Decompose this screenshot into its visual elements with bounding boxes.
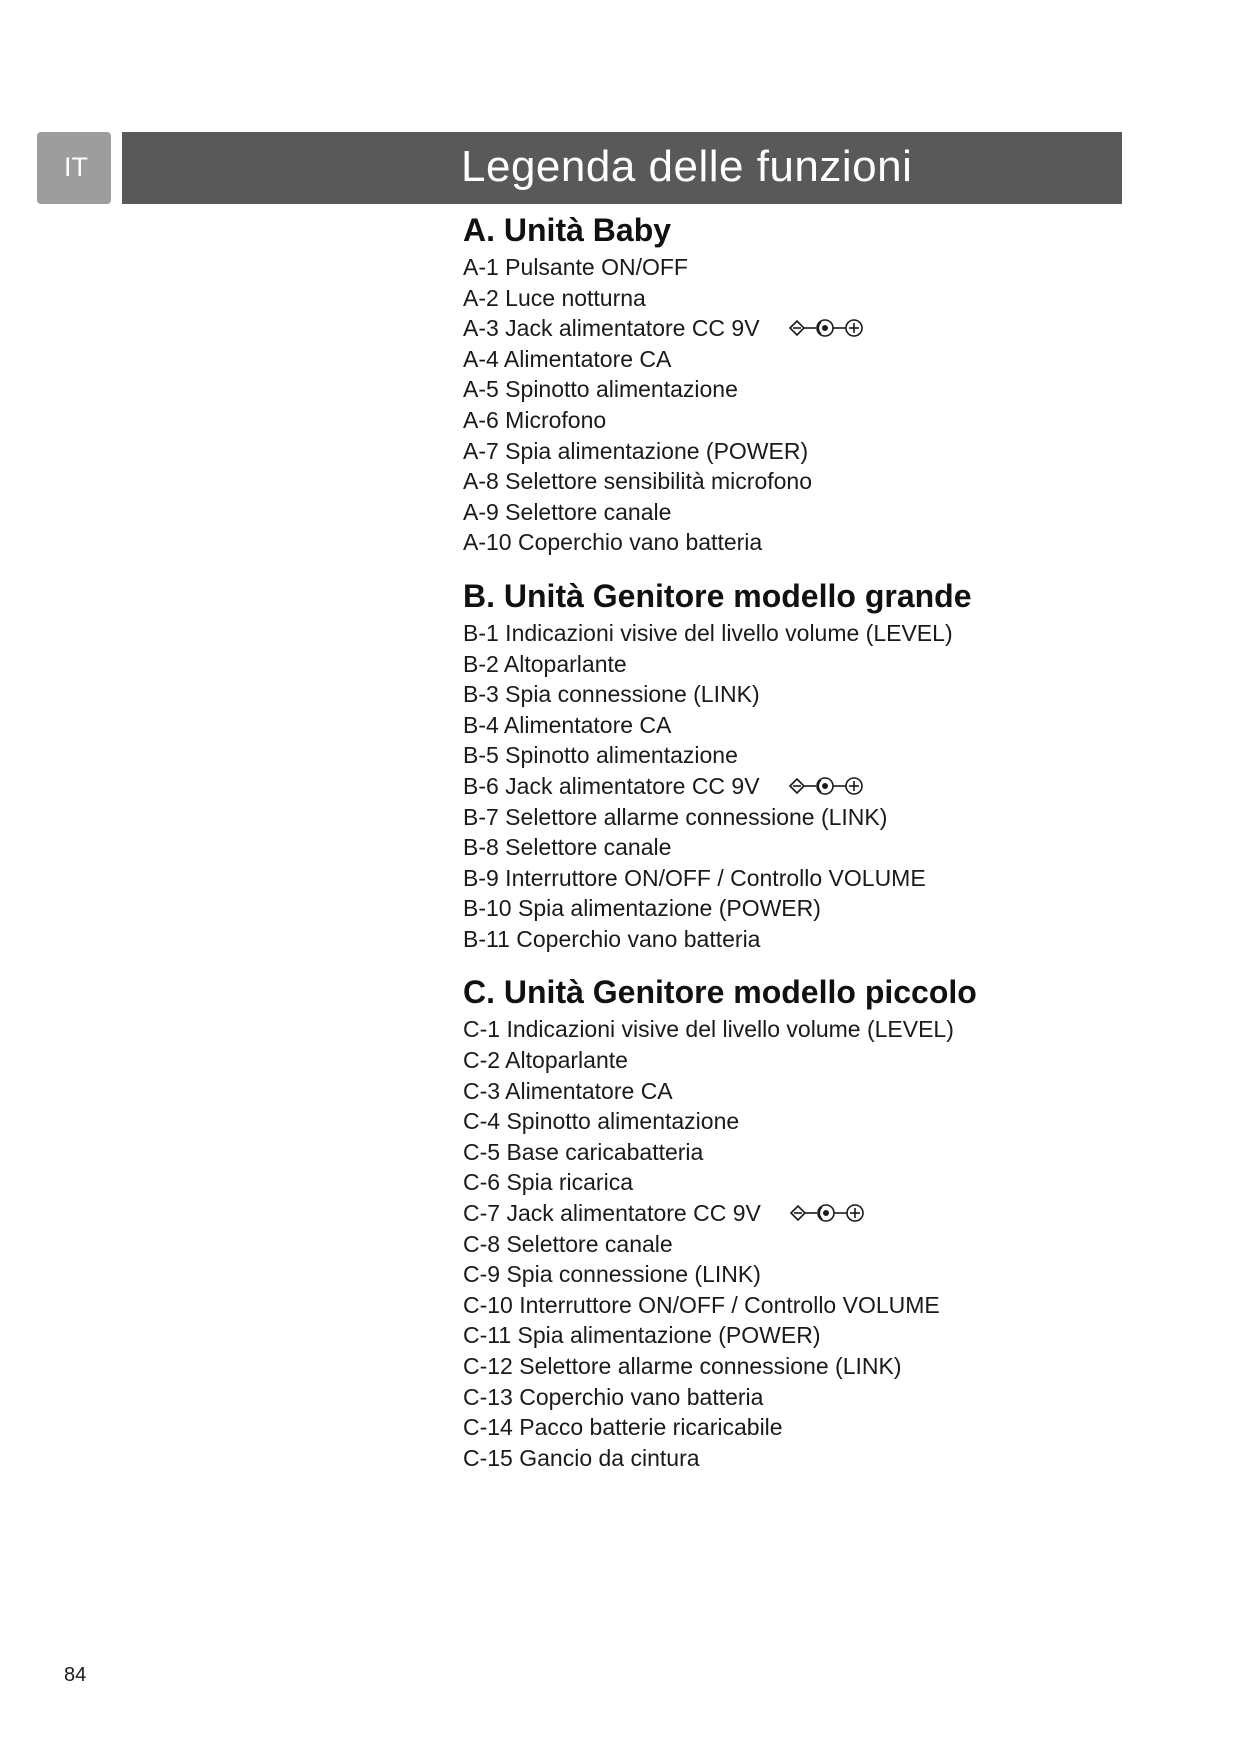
legend-item-label: C-5 Base caricabatteria [463, 1138, 704, 1165]
legend-item-label: B-9 Interruttore ON/OFF / Controllo VOLUME [463, 864, 926, 891]
legend-item [463, 283, 1203, 314]
legend-item [463, 1076, 1203, 1107]
legend-item-label: B-5 Spinotto alimentazione [463, 742, 738, 769]
legend-item-label: B-10 Spia alimentazione (POWER) [463, 895, 821, 922]
legend-item-label: B-7 Selettore allarme connessione (LINK) [463, 803, 888, 830]
legend-item [463, 1137, 1203, 1168]
legend-item [463, 863, 1203, 894]
legend-item [463, 344, 1203, 375]
legend-section [463, 576, 1203, 955]
legend-item [463, 740, 1203, 771]
legend-item [463, 1382, 1203, 1413]
legend-section [463, 972, 1203, 1473]
legend-item [463, 1045, 1203, 1076]
legend-item [463, 374, 1203, 405]
legend-item-label: C-13 Coperchio vano batteria [463, 1383, 764, 1410]
legend-item [463, 436, 1203, 467]
legend-item-label: B-8 Selettore canale [463, 834, 672, 861]
legend-section [463, 210, 1203, 558]
legend-item-label: C-12 Selettore allarme connessione (LINK) [463, 1353, 902, 1379]
legend-item-label: A-9 Selettore canale [463, 498, 672, 525]
legend-item [463, 1320, 1203, 1351]
legend-item-label: C-3 Alimentatore CA [463, 1077, 673, 1104]
legend-item [463, 497, 1203, 528]
legend-item-label: A-4 Alimentatore CA [463, 345, 672, 372]
legend-item [463, 1290, 1203, 1321]
legend-item-label: C-14 Pacco batterie ricaricabile [463, 1414, 783, 1441]
legend-item-label: C-15 Gancio da cintura [463, 1444, 700, 1471]
legend-item [463, 649, 1203, 680]
legend-item [463, 1229, 1203, 1260]
legend-item [463, 1259, 1203, 1290]
dc-polarity-icon [788, 775, 868, 797]
legend-content [463, 210, 1203, 1491]
legend-item-label: A-10 Coperchio vano batteria [463, 529, 763, 556]
legend-item-label: C-2 Altoparlante [463, 1047, 628, 1074]
legend-item-label: A-2 Luce notturna [463, 284, 646, 311]
legend-item-label: A-5 Spinotto alimentazione [463, 376, 738, 403]
legend-item-label: B-1 Indicazioni visive del livello volume (LEVEL) [463, 619, 953, 646]
section-heading: A. Unità Baby [463, 212, 672, 248]
section-heading: C. Unità Genitore modello piccolo [463, 974, 977, 1011]
legend-item [463, 771, 1203, 802]
legend-item-label: B-6 Jack alimentatore CC 9V [463, 772, 760, 799]
legend-item [463, 1167, 1203, 1198]
legend-item [463, 1106, 1203, 1137]
legend-item [463, 313, 1203, 344]
legend-item-label: C-4 Spinotto alimentazione [463, 1108, 740, 1135]
legend-item-label: B-11 Coperchio vano batteria [463, 925, 761, 952]
legend-item [463, 1014, 1203, 1045]
legend-item [463, 618, 1203, 649]
legend-item-label: B-3 Spia connessione (LINK) [463, 681, 760, 708]
legend-item [463, 466, 1203, 497]
legend-item [463, 527, 1203, 558]
legend-item [463, 1198, 1203, 1229]
legend-item [463, 252, 1203, 283]
legend-item-label: A-3 Jack alimentatore CC 9V [463, 315, 760, 342]
legend-item-label: A-7 Spia alimentazione (POWER) [463, 437, 809, 464]
language-tab: IT [37, 132, 111, 204]
legend-item-label: B-2 Altoparlante [463, 650, 627, 677]
legend-item-label: C-9 Spia connessione (LINK) [463, 1261, 761, 1288]
legend-item-label: A-1 Pulsante ON/OFF [463, 254, 688, 280]
dc-polarity-icon [789, 1202, 869, 1224]
legend-item-label: C-11 Spia alimentazione (POWER) [463, 1322, 821, 1349]
page-number: 84 [64, 1664, 87, 1686]
page-title: Legenda delle funzioni [461, 142, 913, 191]
legend-item-label: C-1 Indicazioni visive del livello volume (LEVEL) [463, 1016, 954, 1043]
legend-item [463, 802, 1203, 833]
legend-item [463, 679, 1203, 710]
legend-item-label: B-4 Alimentatore CA [463, 711, 672, 738]
legend-item-label: A-8 Selettore sensibilità microfono [463, 468, 812, 495]
legend-item-label: C-10 Interruttore ON/OFF / Controllo VOLUME [463, 1291, 940, 1318]
legend-item-label: A-6 Microfono [463, 406, 607, 433]
legend-item [463, 710, 1203, 741]
legend-item [463, 832, 1203, 863]
legend-item [463, 924, 1203, 955]
section-heading: B. Unità Genitore modello grande [463, 577, 972, 614]
legend-item-label: C-7 Jack alimentatore CC 9V [463, 1200, 761, 1227]
legend-item [463, 405, 1203, 436]
title-bar [122, 132, 1122, 204]
legend-item-label: C-6 Spia ricarica [463, 1169, 633, 1196]
legend-item [463, 1443, 1203, 1474]
dc-polarity-icon [788, 317, 868, 339]
legend-item [463, 1412, 1203, 1443]
legend-item [463, 893, 1203, 924]
legend-item-label: C-8 Selettore canale [463, 1230, 673, 1257]
legend-item [463, 1351, 1203, 1382]
